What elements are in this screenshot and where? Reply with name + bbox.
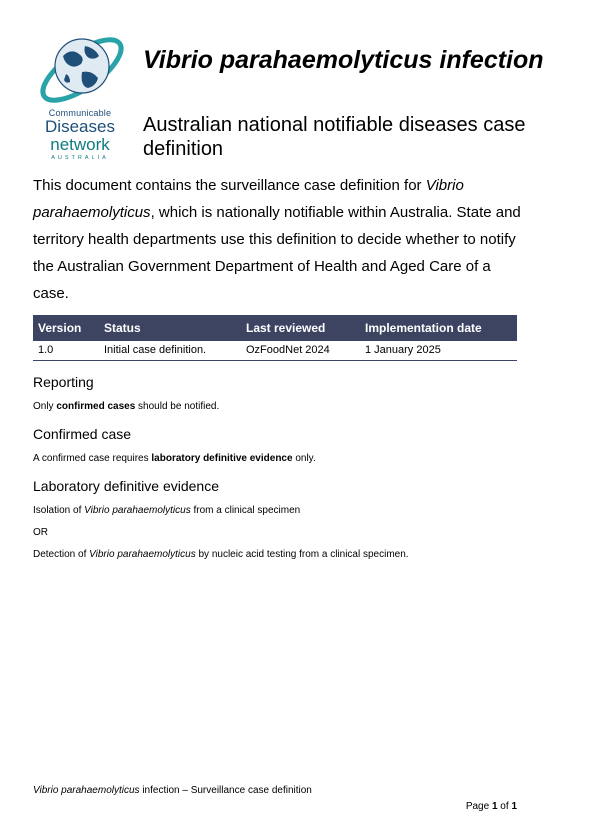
- page-number-mid: of: [497, 801, 512, 812]
- intro-text-1: This document contains the surveillance case definition for: [33, 177, 426, 194]
- confirmed-text-pre: A confirmed case requires: [33, 453, 152, 464]
- page-number-total: 1: [511, 801, 517, 812]
- lab-line1-post: from a clinical specimen: [190, 505, 301, 516]
- lab-line2-post: by nucleic acid testing from a clinical specimen.: [195, 549, 409, 560]
- page-number-current: 1: [491, 801, 498, 812]
- page-subtitle: Australian national notifiable diseases case definition: [143, 114, 526, 160]
- reporting-heading: Reporting: [33, 374, 94, 390]
- page-number: [466, 801, 517, 812]
- page-footer: [33, 785, 312, 796]
- lab-evidence-heading: Laboratory definitive evidence: [33, 478, 220, 494]
- logo-wordmark: [30, 108, 130, 161]
- lab-line2-pre: Detection of: [33, 549, 90, 560]
- footer-text: infection – Surveillance case definition: [139, 785, 312, 796]
- page-number-pre: Page: [465, 801, 492, 812]
- logo-line-diseases: Diseases: [45, 117, 115, 136]
- lab-line1-pre: Isolation of: [33, 505, 85, 516]
- logo-line-network: network: [50, 135, 110, 154]
- intro-text-2: , which is nationally notifiable within Australia. State and territory health departments use this definition to decide whether to notify the Australian Government Department of Health and Aged Care of a case.: [33, 204, 521, 302]
- confirmed-text-bold: laboratory definitive evidence: [151, 453, 293, 464]
- col-header-version: Version: [33, 315, 99, 341]
- cell-version: 1.0: [33, 341, 99, 361]
- confirmed-case-text: [33, 453, 316, 464]
- lab-evidence-or: OR: [33, 527, 48, 538]
- reporting-text-post: should be notified.: [135, 401, 220, 412]
- confirmed-case-heading: Confirmed case: [33, 426, 132, 442]
- lab-evidence-detection: [33, 549, 409, 560]
- footer-organism: Vibrio parahaemolyticus: [33, 785, 140, 796]
- intro-organism: Vibrio parahaemolyticus: [33, 177, 464, 221]
- col-header-last-reviewed: Last reviewed: [241, 315, 360, 341]
- reporting-text-pre: Only: [33, 401, 57, 412]
- lab-evidence-isolation: [33, 505, 300, 516]
- reporting-text: [33, 401, 219, 412]
- cell-last-reviewed: OzFoodNet 2024: [241, 341, 360, 361]
- version-table-header-row: [33, 315, 517, 341]
- col-header-status: Status: [99, 315, 241, 341]
- reporting-text-bold: confirmed cases: [56, 401, 136, 412]
- col-header-implementation-date: Implementation date: [360, 315, 517, 341]
- cell-status: Initial case definition.: [99, 341, 241, 361]
- version-table: [33, 315, 517, 361]
- intro-paragraph: [33, 172, 523, 307]
- logo-line-communicable: Communicable: [48, 108, 112, 118]
- page-title: Vibrio parahaemolyticus infection: [143, 46, 544, 74]
- logo-line-australia: AUSTRALIA: [51, 155, 109, 161]
- lab-line1-organism: Vibrio parahaemolyticus: [84, 505, 191, 516]
- cell-implementation-date: 1 January 2025: [360, 341, 517, 361]
- confirmed-text-post: only.: [292, 453, 316, 464]
- lab-line2-organism: Vibrio parahaemolyticus: [89, 549, 196, 560]
- table-row: [33, 341, 517, 361]
